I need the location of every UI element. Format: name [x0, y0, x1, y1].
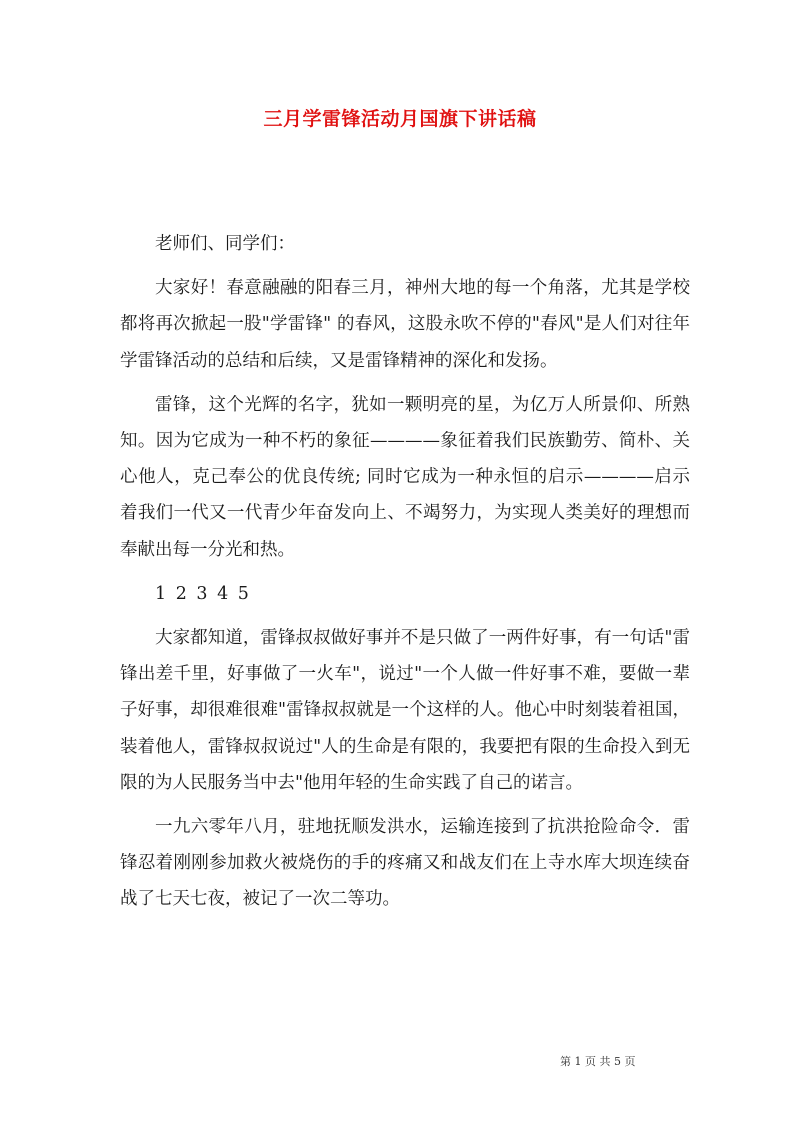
greeting: 老师们、同学们： — [155, 234, 295, 254]
document-body — [120, 226, 690, 926]
paragraph-4: 一九六零年八月，驻地抚顺发洪水，运输连接到了抗洪抢险命令．雷锋忍着刚刚参加救火被烧伤的手的疼痛又和战友们在上寺水库大坝连续奋战了七天七夜，被记了一次二等功。 — [120, 817, 690, 910]
paragraph-numbers: 1 2 3 4 5 — [155, 583, 251, 604]
document-title: 三月学雷锋活动月国旗下讲话稿 — [263, 108, 537, 130]
paragraph-2: 雷锋，这个光辉的名字，犹如一颗明亮的星，为亿万人所景仰、所熟知。因为它成为一种不朽的象征————象征着我们民族勤劳、简朴、关心他人，克己奉公的优良传统; 同时它成为一种永恒的启示————启示着我们一代又一代青少年奋发向上、不竭努力，为实现人类美好的理想而奉献出每一分光和热。 — [120, 394, 690, 560]
page-footer: 第 1 页 共 5 页 — [560, 1055, 636, 1068]
paragraph-1: 大家好！春意融融的阳春三月，神州大地的每一个角落，尤其是学校都将再次掀起一股"学雷锋" 的春风，这股永吹不停的"春风"是人们对往年学雷锋活动的总结和后续，又是雷锋精神的深化和发扬。 — [120, 278, 690, 371]
paragraph-3: 大家都知道，雷锋叔叔做好事并不是只做了一两件好事，有一句话"雷锋出差千里，好事做了一火车"，说过"一个人做一件好事不难，要做一辈子好事，却很难很难"雷锋叔叔就是一个这样的人。他心中时刻装着祖国，装着他人，雷锋叔叔说过"人的生命是有限的，我要把有限的生命投入到无限的为人民服务当中去"他用年轻的生命实践了自己的诺言。 — [120, 628, 690, 793]
